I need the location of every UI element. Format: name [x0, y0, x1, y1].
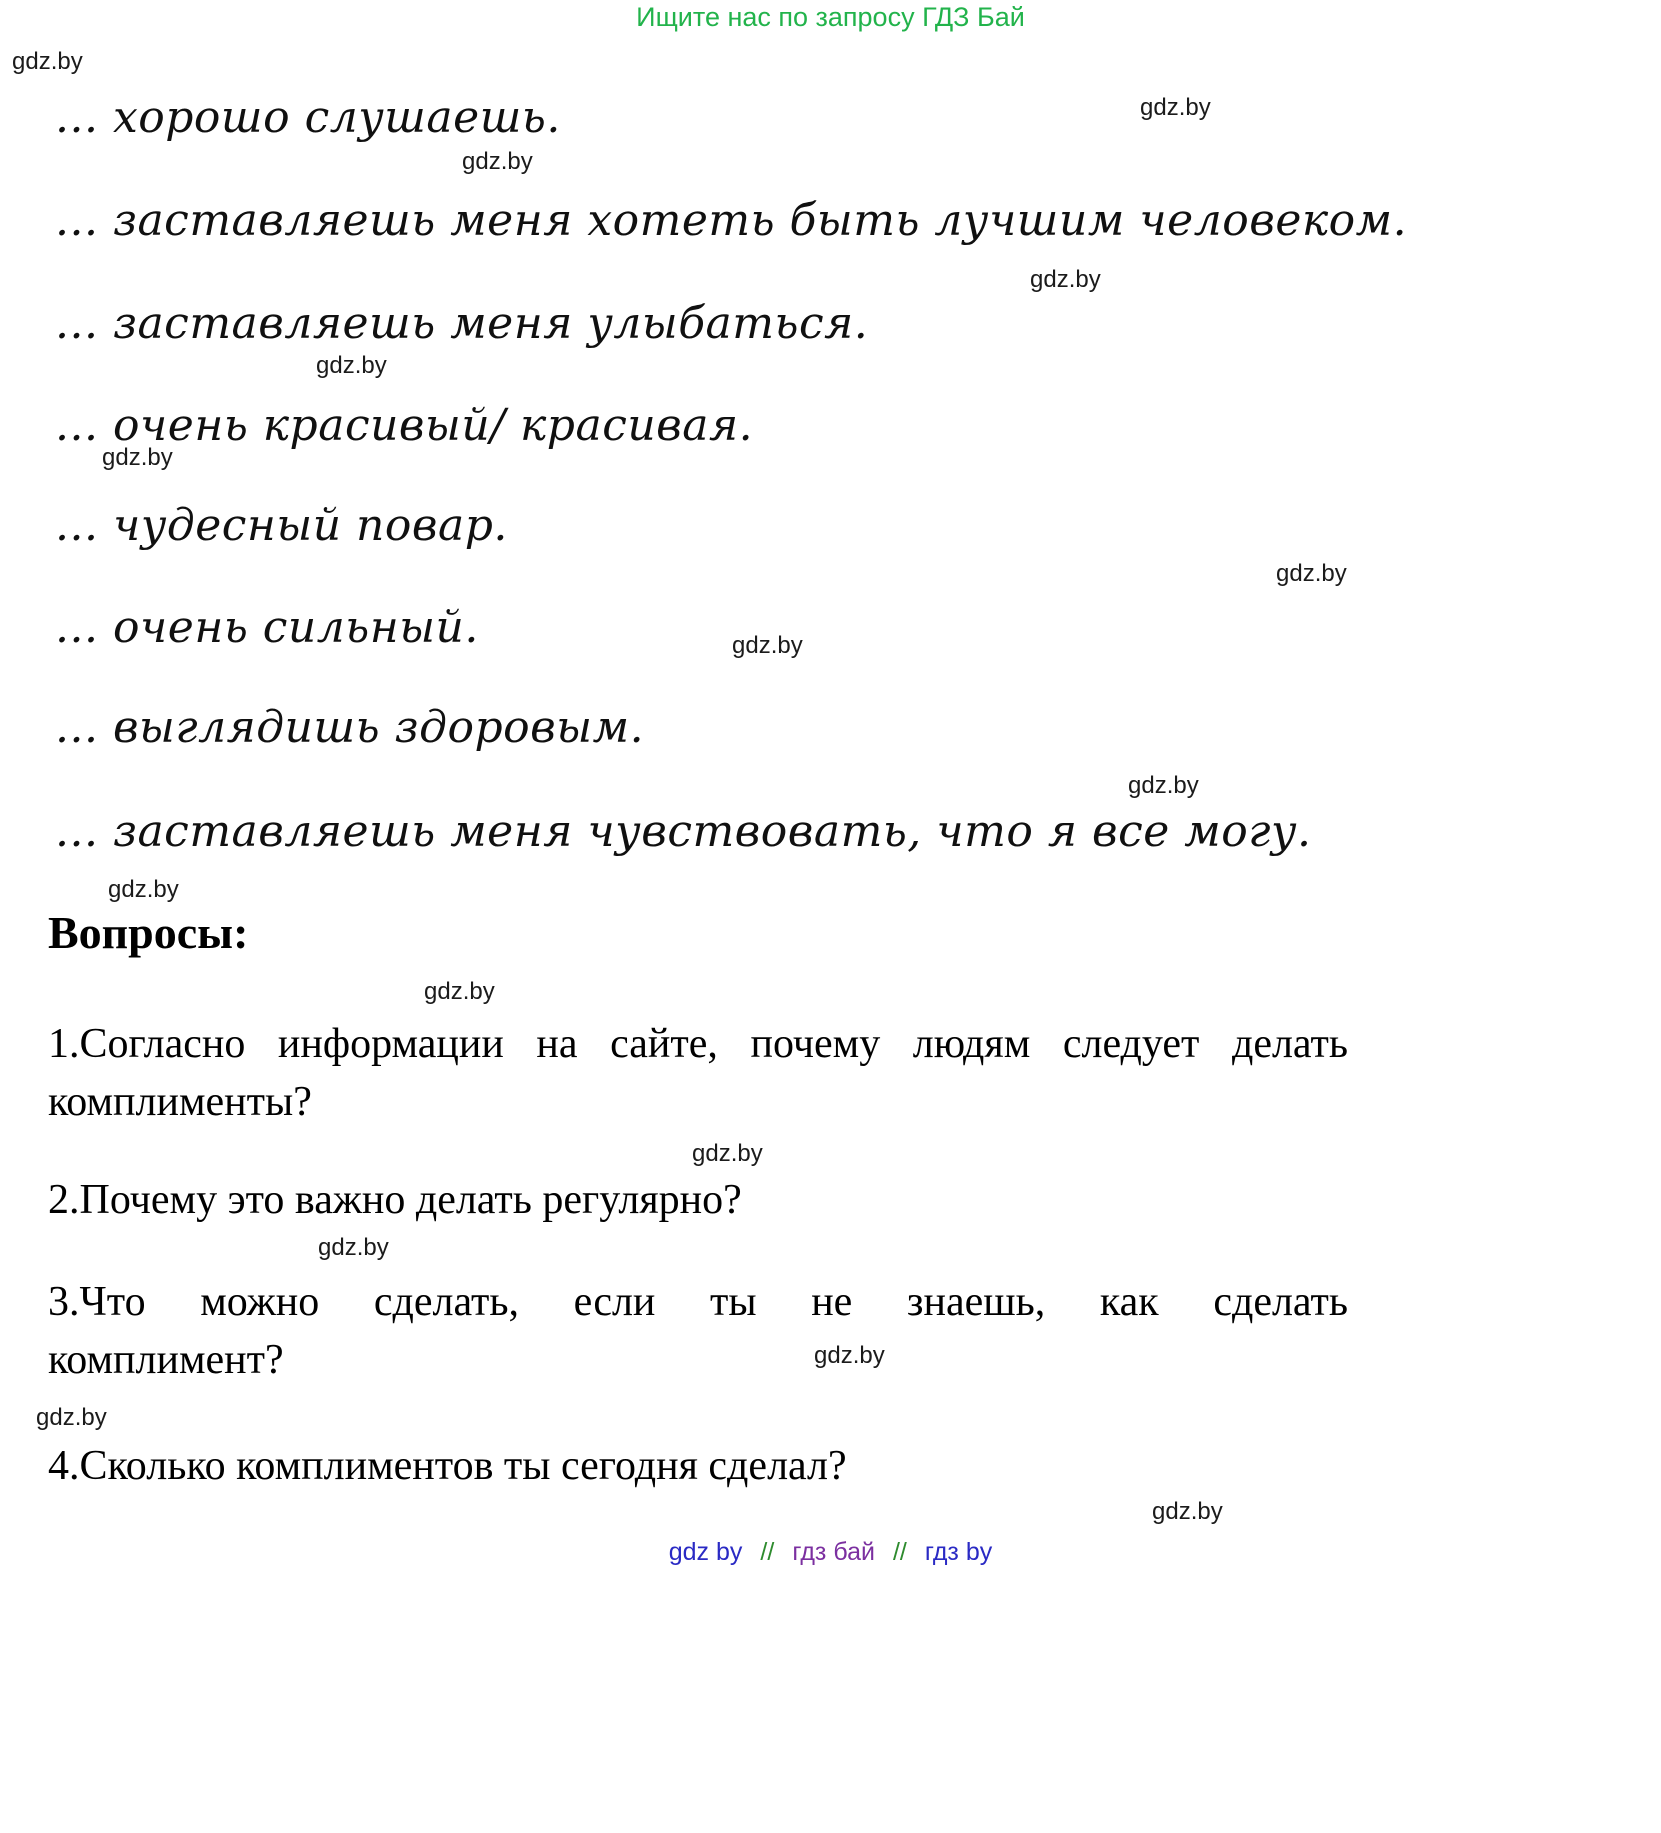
watermark-text: gdz.by — [1140, 94, 1211, 121]
watermark-text: gdz.by — [1128, 772, 1199, 799]
promo-banner: Ищите нас по запросу ГДЗ Бай — [636, 2, 1025, 32]
question-item: 1.Согласно информации на сайте, почему людям следует делать комплименты? — [48, 1021, 1348, 1125]
question-item: 4.Сколько комплиментов ты сегодня сделал? — [48, 1443, 847, 1489]
footer-link-gdz-by-mixed[interactable]: гдз by — [924, 1538, 993, 1566]
footer-separator: // — [760, 1538, 775, 1566]
footer-link-gdz-by-latin[interactable]: gdz by — [668, 1538, 743, 1566]
watermark-text: gdz.by — [462, 148, 533, 175]
watermark-text: gdz.by — [814, 1342, 885, 1369]
compliment-line: ... очень красивый/ красивая. — [55, 400, 754, 451]
footer-separator: // — [892, 1538, 907, 1566]
compliment-line: ... выглядишь здоровым. — [55, 702, 645, 753]
watermark-text: gdz.by — [102, 444, 173, 471]
watermark-text: gdz.by — [1030, 266, 1101, 293]
compliment-line: ... чудесный повар. — [55, 500, 508, 551]
watermark-text: gdz.by — [12, 48, 83, 75]
watermark-text: gdz.by — [316, 352, 387, 379]
question-item: 3.Что можно сделать, если ты не знаешь, как сделать комплимент? — [48, 1279, 1348, 1383]
questions-heading: Вопросы: — [48, 907, 249, 958]
footer-links — [0, 1538, 1661, 1567]
footer-link-gdz-bai[interactable]: гдз бай — [792, 1538, 875, 1566]
compliment-line: ... хорошо слушаешь. — [55, 92, 561, 143]
compliment-line: ... заставляешь меня чувствовать, что я все могу. — [55, 806, 1312, 857]
compliment-line: ... заставляешь меня хотеть быть лучшим человеком. — [55, 195, 1408, 246]
compliment-line: ... заставляешь меня улыбаться. — [55, 298, 869, 349]
watermark-text: gdz.by — [692, 1140, 763, 1167]
watermark-text: gdz.by — [1276, 560, 1347, 587]
watermark-text: gdz.by — [318, 1234, 389, 1261]
watermark-text: gdz.by — [424, 978, 495, 1005]
question-item: 2.Почему это важно делать регулярно? — [48, 1177, 742, 1223]
watermark-text: gdz.by — [36, 1404, 107, 1431]
watermark-text: gdz.by — [108, 876, 179, 903]
compliment-line: ... очень сильный. — [55, 602, 479, 653]
watermark-text: gdz.by — [732, 632, 803, 659]
watermark-text: gdz.by — [1152, 1498, 1223, 1525]
